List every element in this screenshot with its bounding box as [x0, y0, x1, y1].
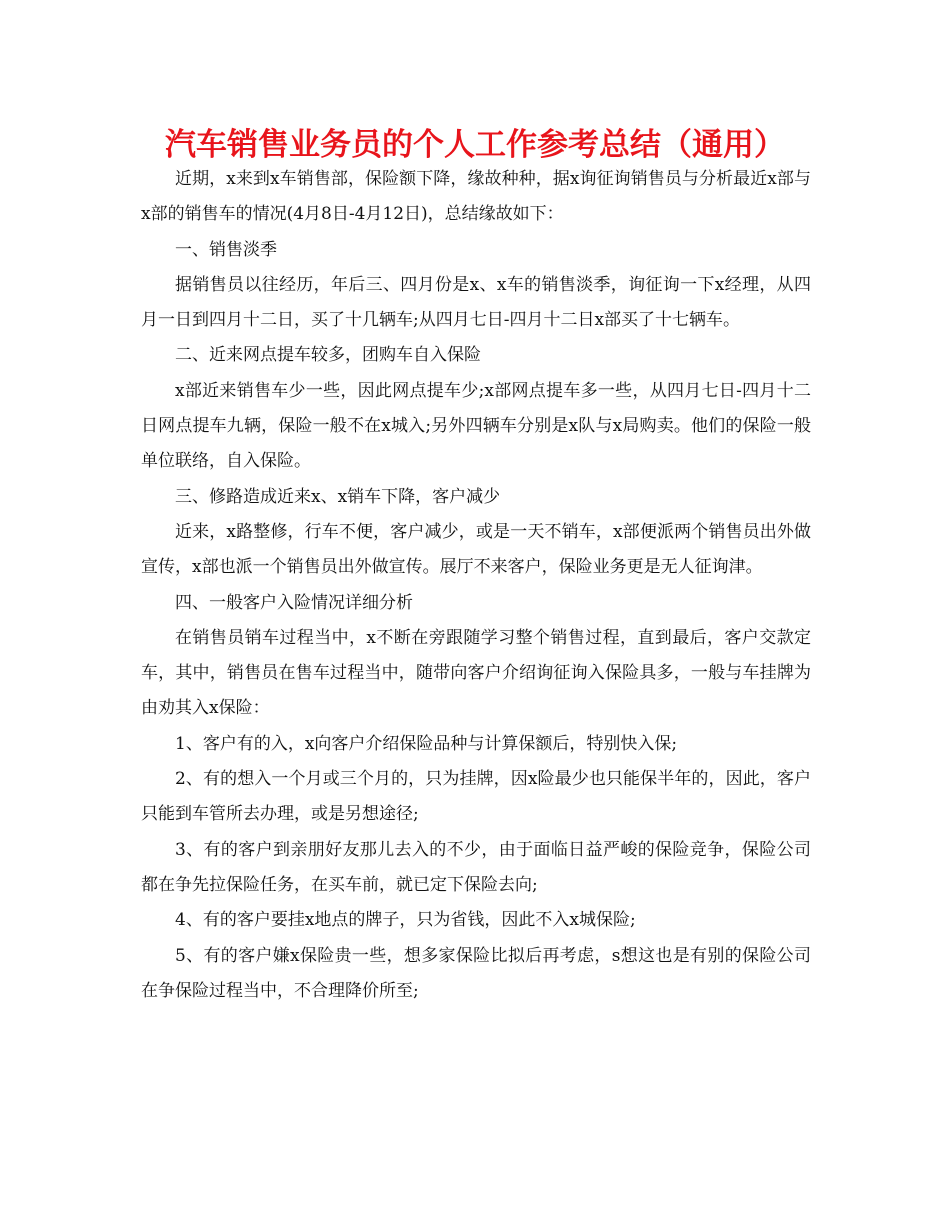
document-title: 汽车销售业务员的个人工作参考总结（通用） [165, 127, 785, 163]
section-heading-3: 三、修路造成近来x、x销车下降，客户减少 [175, 486, 501, 507]
list-item: 1、客户有的入，x向客户介绍保险品种与计算保额后，特别快入保; [175, 733, 678, 754]
list-item: 3、有的客户到亲朋好友那儿去入的不少，由于面临日益严峻的保险竞争，保险公司都在争先拉保险任务，在买车前，就已定下保险去向; [141, 839, 811, 895]
paragraph: x部近来销售车少一些，因此网点提车少;x部网点提车多一些，从四月七日-四月十二日网点提车九辆，保险一般不在x城入;另外四辆车分别是x队与x局购卖。他们的保险一般单位联络，自入保险。 [141, 380, 811, 472]
list-item: 4、有的客户要挂x地点的牌子，只为省钱，因此不入x城保险; [175, 910, 636, 931]
paragraph-intro: 近期，x来到x车销售部，保险额下降，缘故种种，据x询征询销售员与分析最近x部与x部的销售车的情况(4月8日-4月12日)，总结缘故如下： [141, 169, 811, 225]
section-heading-1: 一、销售淡季 [175, 239, 277, 260]
section-heading-2: 二、近来网点提车较多，团购车自入保险 [175, 345, 481, 366]
document-body [141, 162, 811, 1009]
paragraph: 近来，x路整修，行车不便，客户减少，或是一天不销车，x部便派两个销售员出外做宣传，x部也派一个销售员出外做宣传。展厅不来客户，保险业务更是无人征询津。 [141, 521, 811, 578]
section-heading-4: 四、一般客户入险情况详细分析 [175, 592, 413, 613]
paragraph: 据销售员以往经历，年后三、四月份是x、x车的销售淡季，询征询一下x经理，从四月一日到四月十二日，买了十几辆车;从四月七日-四月十二日x部买了十七辆车。 [141, 274, 811, 331]
list-item: 5、有的客户嫌x保险贵一些，想多家保险比拟后再考虑，s想这也是有别的保险公司在争保险过程当中，不合理降价所至; [141, 945, 811, 1001]
paragraph: 在销售员销车过程当中，x不断在旁跟随学习整个销售过程，直到最后，客户交款定车，其中，销售员在售车过程当中，随带向客户介绍询征询入保险具多，一般与车挂牌为由劝其入x保险： [141, 627, 811, 719]
list-item: 2、有的想入一个月或三个月的，只为挂牌，因x险最少也只能保半年的，因此，客户只能到车管所去办理，或是另想途径; [141, 769, 811, 825]
